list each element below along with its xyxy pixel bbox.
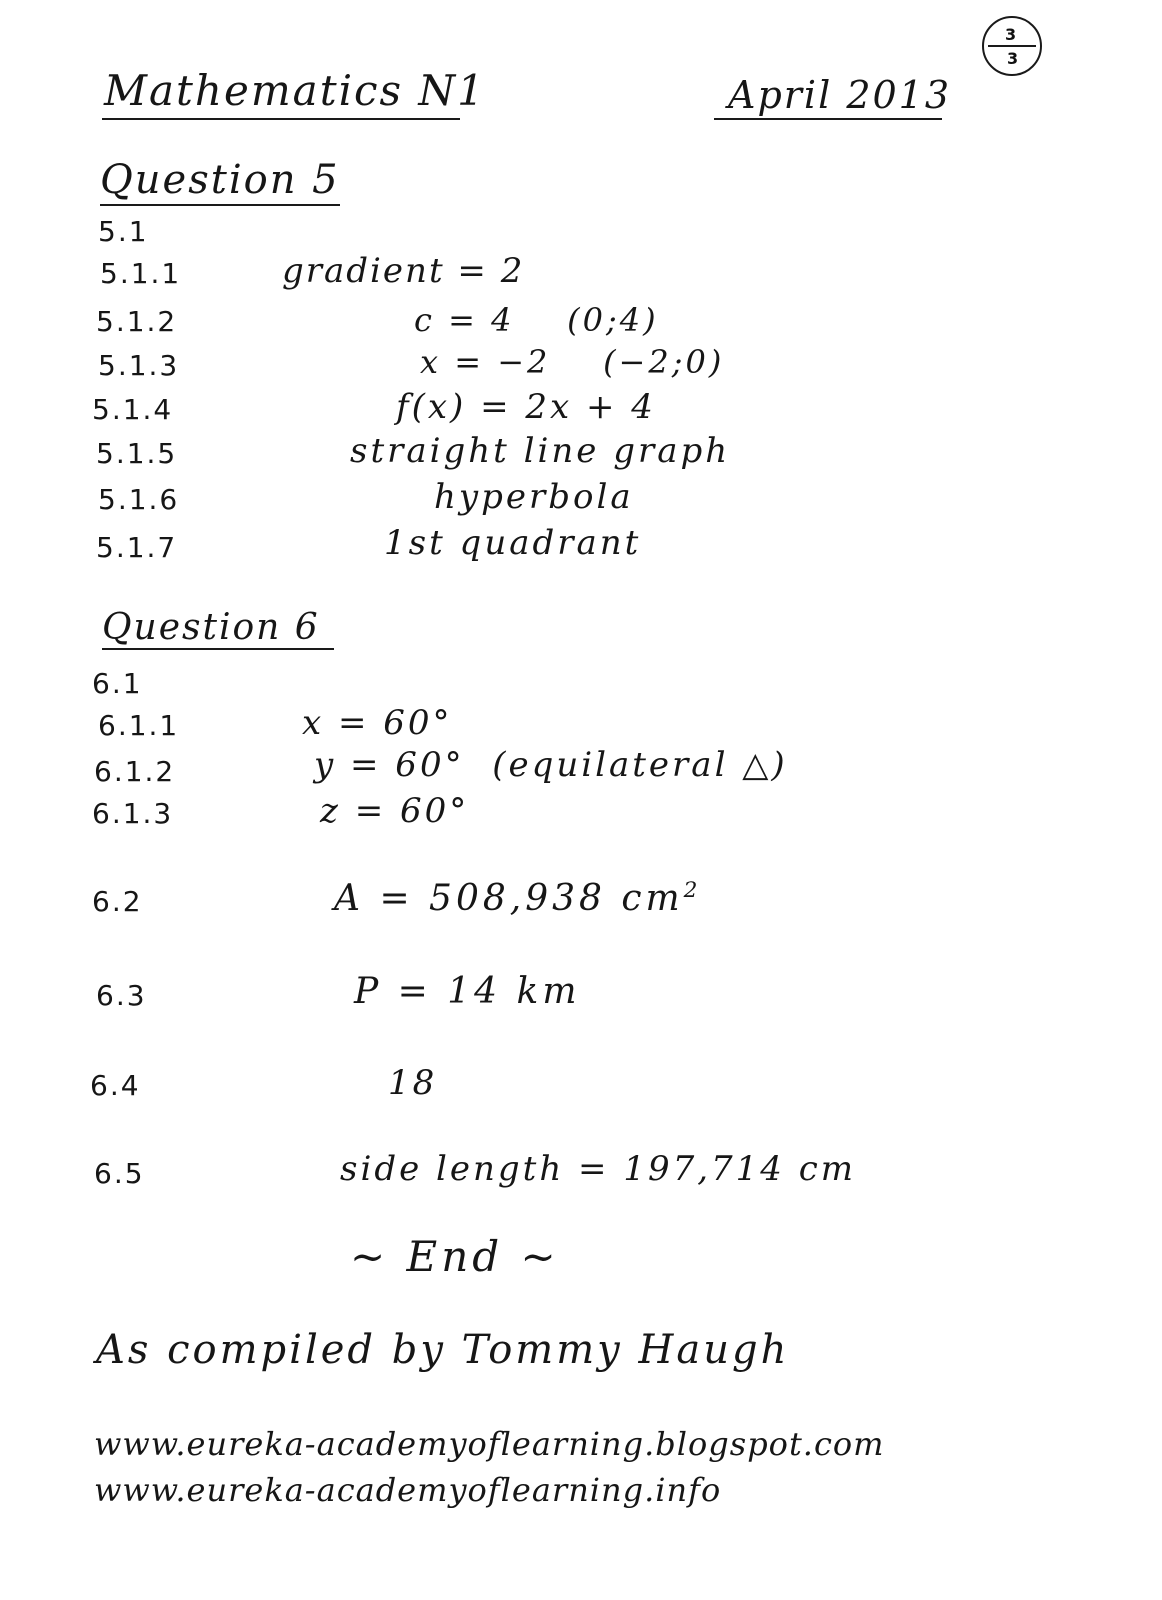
- q5-num-5-1-6: 5.1.6: [98, 483, 180, 516]
- end-mark: ~ End ~: [350, 1232, 560, 1281]
- site-link[interactable]: www.eureka-academyoflearning.info: [94, 1471, 722, 1509]
- credit-line: As compiled by Tommy Haugh: [96, 1327, 790, 1373]
- q6-num-6-1-3: 6.1.3: [92, 797, 174, 830]
- q6-num-6-1-1: 6.1.1: [98, 709, 180, 742]
- question-6-underline: [102, 648, 334, 650]
- page-divider: [988, 45, 1036, 47]
- q6-answer-6-2-text: A = 508,938 cm: [334, 878, 684, 919]
- q6-answer-6-1-1: x = 60°: [302, 703, 453, 743]
- q6-num-6-3: 6.3: [96, 979, 147, 1012]
- q6-answer-6-1-3: z = 60°: [320, 791, 470, 831]
- q6-num-6-1: 6.1: [92, 667, 143, 700]
- q6-num-6-1-2: 6.1.2: [94, 755, 176, 788]
- q5-answer-5-1-2: c = 4 (0;4): [414, 301, 659, 339]
- q5-answer-5-1-4: f(x) = 2x + 4: [396, 387, 656, 427]
- blog-link[interactable]: www.eureka-academyoflearning.blogspot.com: [94, 1425, 885, 1463]
- subject-title: Mathematics N1: [104, 66, 486, 115]
- q5-answer-5-1-7: 1st quadrant: [384, 523, 642, 563]
- page-current: 3: [1005, 25, 1017, 44]
- page-number-badge: [982, 16, 1042, 76]
- q6-num-6-2: 6.2: [92, 885, 143, 918]
- q6-answer-6-1-2: y = 60° (equilateral △): [314, 745, 788, 785]
- q5-num-5-1-4: 5.1.4: [92, 393, 174, 426]
- question-5-title: Question 5: [100, 157, 340, 203]
- q6-num-6-4: 6.4: [90, 1069, 141, 1102]
- q5-num-5-1-7: 5.1.7: [96, 531, 178, 564]
- q5-answer-5-1-5: straight line graph: [350, 431, 731, 471]
- q5-num-5-1-1: 5.1.1: [100, 257, 182, 290]
- q5-answer-5-1-3: x = −2 (−2;0): [420, 343, 725, 381]
- q6-answer-6-4: 18: [388, 1063, 438, 1103]
- q5-num-5-1: 5.1: [98, 215, 149, 248]
- q5-answer-5-1-6: hyperbola: [434, 477, 634, 517]
- q6-answer-6-5: side length = 197,714 cm: [340, 1149, 857, 1189]
- q6-answer-6-2: [334, 880, 701, 917]
- q6-answer-6-3: P = 14 km: [354, 971, 581, 1012]
- q6-answer-6-2-exponent: 2: [683, 878, 702, 903]
- question-5-underline: [100, 204, 340, 206]
- q5-num-5-1-2: 5.1.2: [96, 305, 178, 338]
- q5-answer-5-1-1: gradient = 2: [282, 251, 525, 291]
- q6-num-6-5: 6.5: [94, 1157, 145, 1190]
- q5-num-5-1-3: 5.1.3: [98, 349, 180, 382]
- date-label: April 2013: [728, 73, 952, 117]
- question-6-title: Question 6: [102, 607, 320, 648]
- q5-num-5-1-5: 5.1.5: [96, 437, 178, 470]
- date-underline: [714, 118, 942, 120]
- page-total: 3: [1007, 49, 1019, 68]
- subject-underline: [102, 118, 460, 120]
